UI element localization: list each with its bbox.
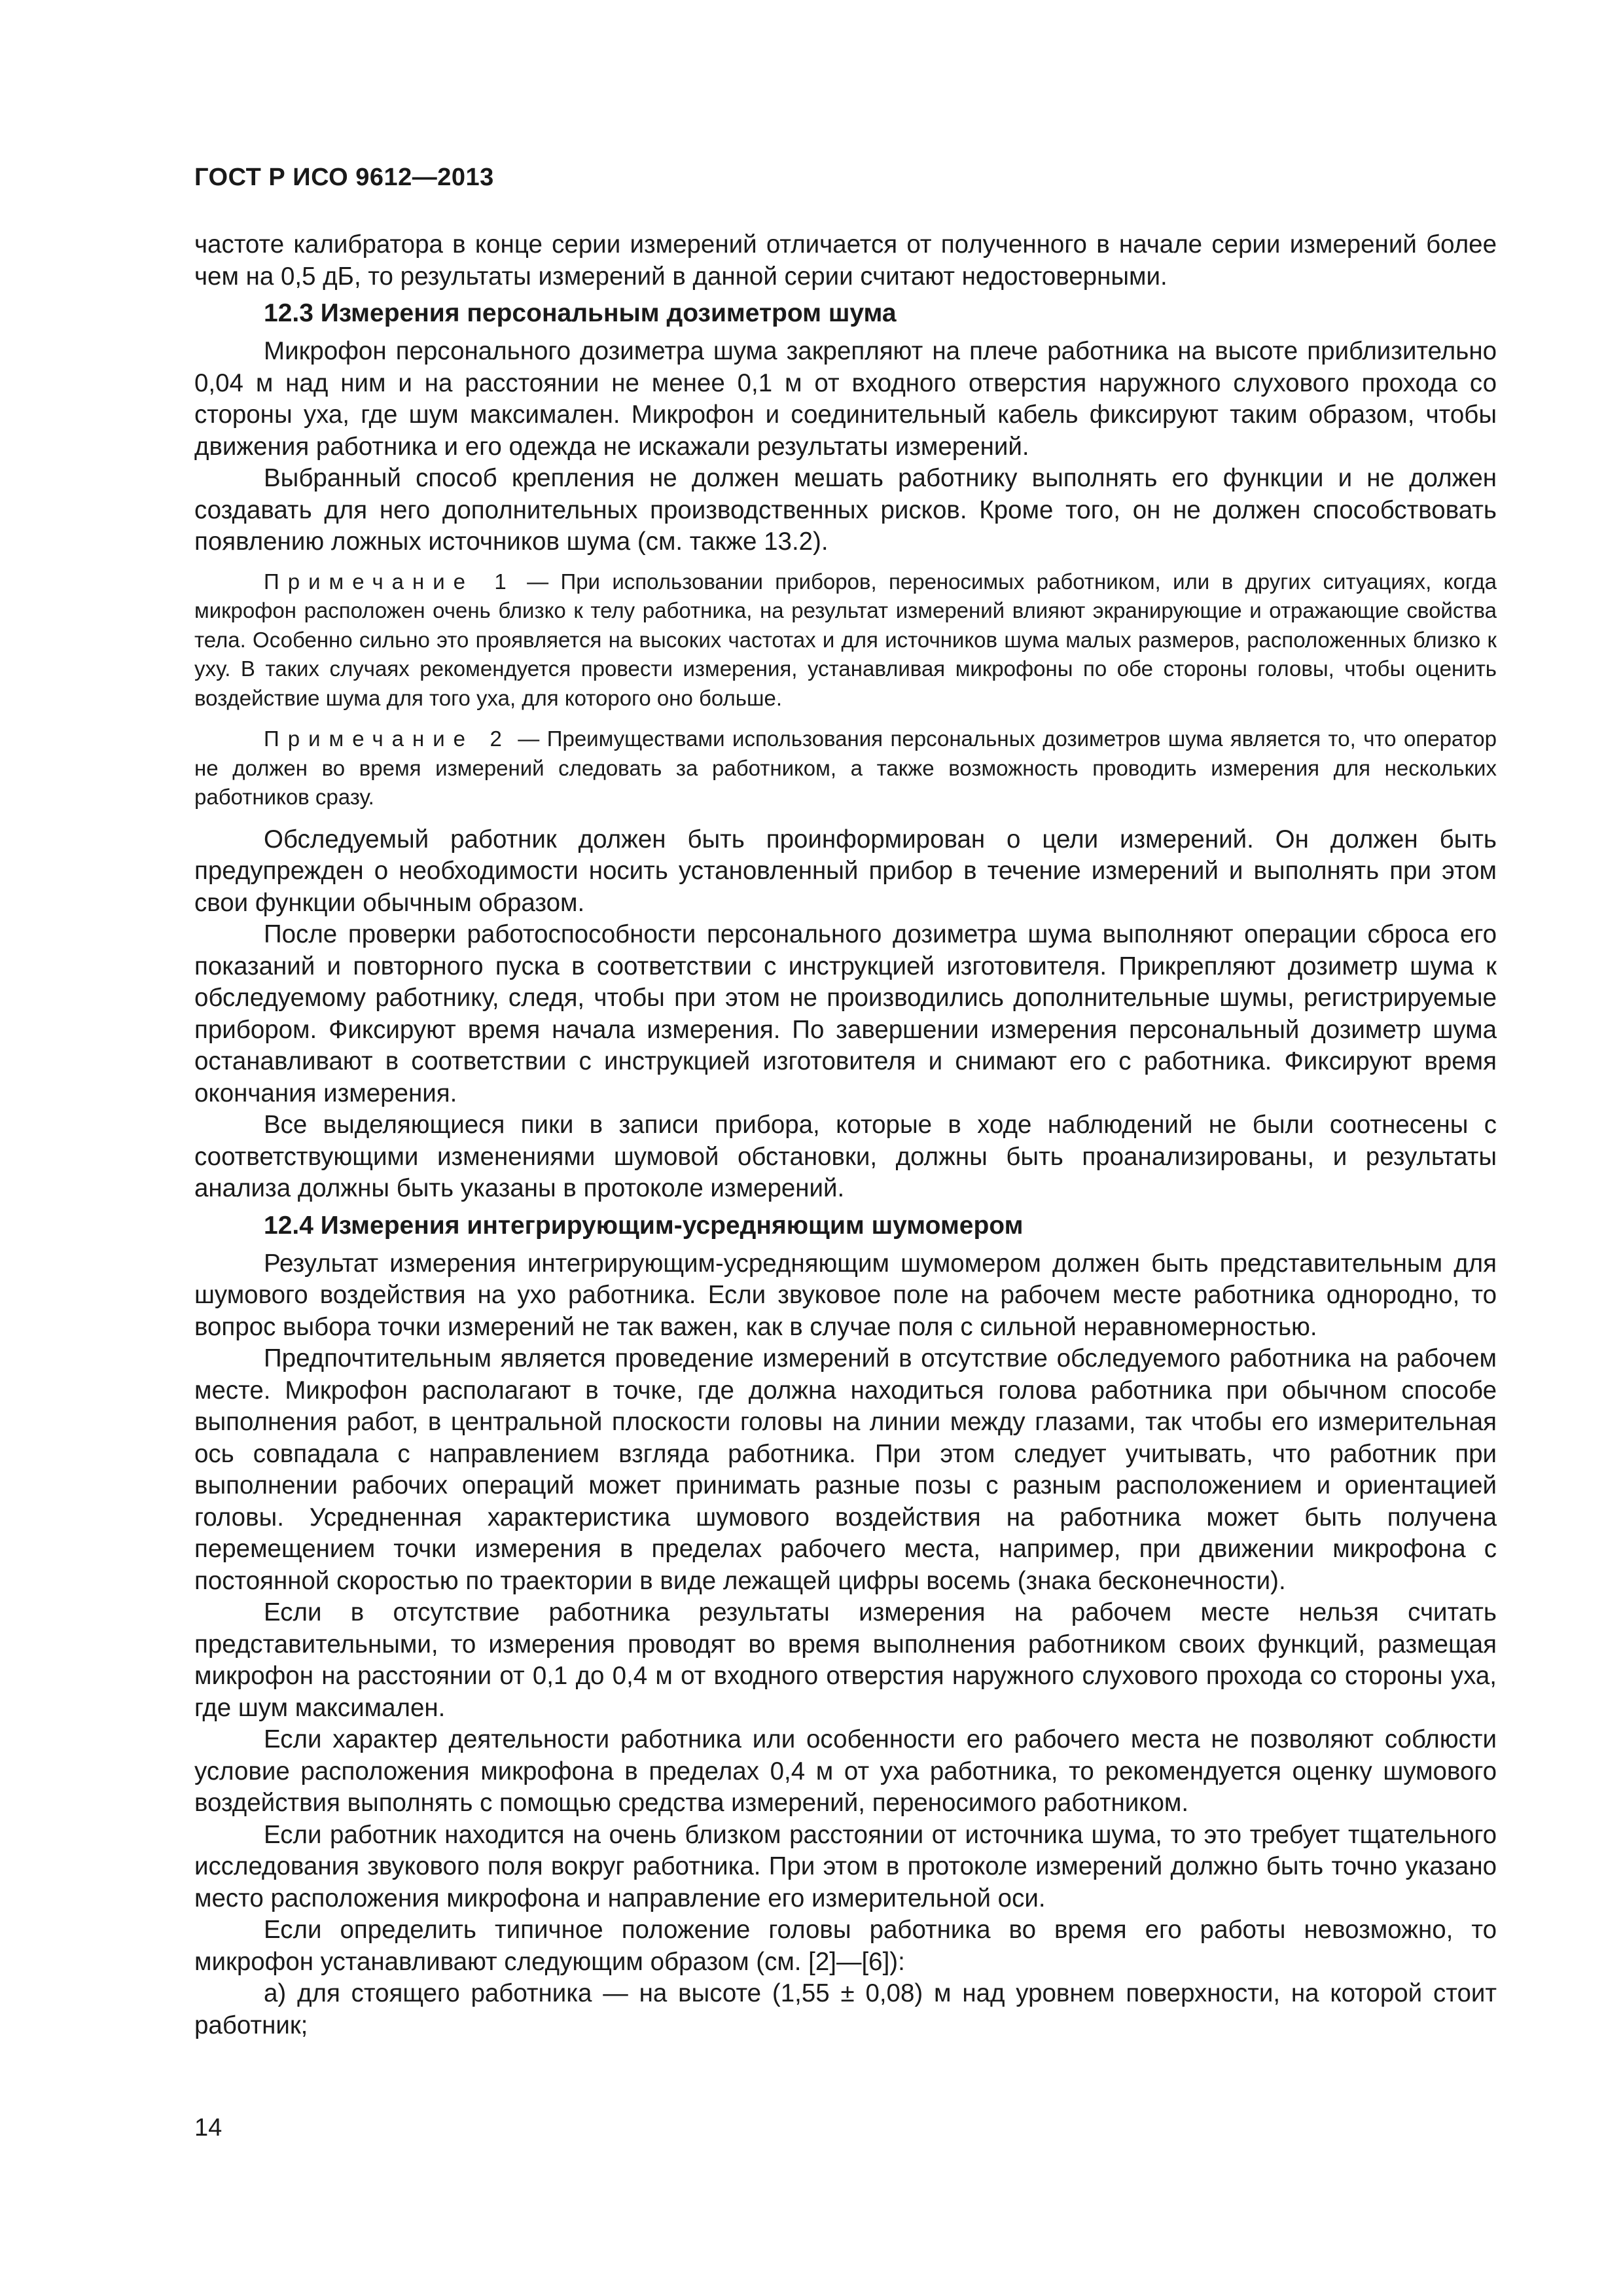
paragraph: Результат измерения интегрирующим-усредняющим шумомером должен быть представительным для шумового воздействия на ухо работника. Если звуковое поле на рабочем месте работника однородно, то вопрос выбора точки измерений не так важен, как в случае поля с сильной неравномерностью. bbox=[194, 1249, 1497, 1341]
document-body bbox=[194, 229, 1497, 2041]
page-number: 14 bbox=[194, 2114, 223, 2142]
section-heading-12-4: 12.4 Измерения интегрирующим-усредняющим шумомером bbox=[264, 1211, 1024, 1240]
paragraph: Все выделяющиеся пики в записи прибора, которые в ходе наблюдений не были соотнесены с соответствующими изменениями шумовой обстановки, должны быть проанализированы, и результаты анализа должны быть указаны в протоколе измерений. bbox=[194, 1111, 1497, 1202]
paragraph: Если в отсутствие работника результаты измерения на рабочем месте нельзя считать представительными, то измерения проводят во время выполнения работником своих функций, размещая микрофон на расстоянии от 0,1 до 0,4 м от входного отверстия наружного слухового прохода со стороны уха, где шум максимален. bbox=[194, 1598, 1497, 1722]
paragraph: Если определить типичное положение головы работника во время его работы невозможно, то микрофон устанавливают следующим образом (см. [2]—[6]): bbox=[194, 1916, 1497, 1976]
note-text: — Преимуществами использования персональных дозиметров шума является то, что оператор не должен во время измерений следовать за работником, а также возможность проводить измерения для нескольких работников сразу. bbox=[194, 726, 1497, 809]
note-2 bbox=[194, 725, 1497, 812]
list-item: а) для стоящего работника — на высоте (1,55 ± 0,08) м над уровнем поверхности, на которой стоит работник; bbox=[194, 1979, 1497, 2039]
paragraph: Если характер деятельности работника или особенности его рабочего места не позволяют соблюсти условие расположения микрофона в пределах 0,4 м от уха работника, то рекомендуется оценку шумового воздействия выполнять с помощью средства измерений, переносимого работником. bbox=[194, 1725, 1497, 1817]
paragraph: Если работник находится на очень близком расстоянии от источника шума, то это требует тщательного исследования звукового поля вокруг работника. При этом в протоколе измерений должно быть точно указано место расположения микрофона и направление его измерительной оси. bbox=[194, 1820, 1497, 1912]
note-label: Примечание 2 bbox=[264, 726, 510, 751]
paragraph: Предпочтительным является проведение измерений в отсутствие обследуемого работника на рабочем месте. Микрофон располагают в точке, где должна находиться голова работника при обычном способе выполнения работ, в центральной плоскости головы на линии между глазами, так чтобы его измерительная ось совпадала с направлением взгляда работника. При этом следует учитывать, что работник при выполнении рабочих операций может принимать разные позы с разным расположением и ориентацией головы. Усредненная характеристика шумового воздействия на работника может быть получена перемещением точки измерения в пределах рабочего места, например, при движении микрофона с постоянной скоростью по траектории в виде лежащей цифры восемь (знака бесконечности). bbox=[194, 1344, 1497, 1595]
standard-header: ГОСТ Р ИСО 9612—2013 bbox=[194, 164, 494, 191]
paragraph: частоте калибратора в конце серии измерений отличается от полученного в начале серии измерений более чем на 0,5 дБ, то результаты измерений в данной серии считают недостоверными. bbox=[194, 230, 1497, 291]
paragraph: Микрофон персонального дозиметра шума закрепляют на плече работника на высоте приблизительно 0,04 м над ним и на расстоянии не менее 0,1 м от входного отверстия наружного слухового прохода со стороны уха, где шум максимален. Микрофон и соединительный кабель фиксируют таким образом, чтобы движения работника и его одежда не искажали результаты измерений. bbox=[194, 337, 1497, 461]
paragraph: Обследуемый работник должен быть проинформирован о цели измерений. Он должен быть предупрежден о необходимости носить установленный прибор в течение измерений и выполнять при этом свои функции обычным образом. bbox=[194, 825, 1497, 917]
note-label: Примечание 1 bbox=[264, 569, 515, 594]
note-1 bbox=[194, 567, 1497, 713]
paragraph: После проверки работоспособности персонального дозиметра шума выполняют операции сброса его показаний и повторного пуска в соответствии с инструкцией изготовителя. Прикрепляют дозиметр шума к обследуемому работнику, следя, чтобы при этом не производились дополнительные шумы, регистрируемые прибором. Фиксируют время начала измерения. По завершении измерения персональный дозиметр шума останавливают в соответствии с инструкцией изготовителя и снимают его с работника. Фиксируют время окончания измерения. bbox=[194, 920, 1497, 1107]
note-text: — При использовании приборов, переносимых работником, или в других ситуациях, когда микрофон расположен очень близко к телу работника, на результат измерений влияют экранирующие и отражающие свойства тела. Особенно сильно это проявляется на высоких частотах и для источников шума малых размеров, расположенных близко к уху. В таких случаях рекомендуется провести измерения, устанавливая микрофоны по обе стороны головы, чтобы оценить воздействие шума для того уха, для которого оно больше. bbox=[194, 569, 1497, 710]
section-heading-12-3: 12.3 Измерения персональным дозиметром шума bbox=[264, 299, 897, 327]
paragraph: Выбранный способ крепления не должен мешать работнику выполнять его функции и не должен создавать для него дополнительных производственных рисков. Кроме того, он не должен способствовать появлению ложных источников шума (см. также 13.2). bbox=[194, 464, 1497, 556]
